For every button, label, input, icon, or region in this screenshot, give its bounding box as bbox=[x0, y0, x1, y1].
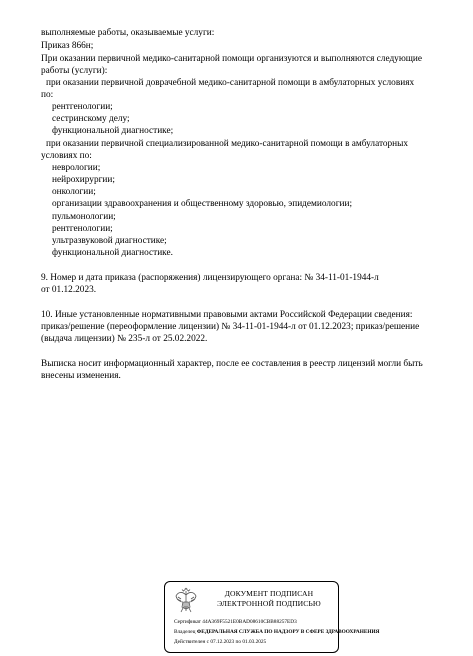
text-line: (выдача лицензии) № 235-л от 25.02.2022. bbox=[41, 334, 208, 344]
text-line: При оказании первичной медико-санитарной помощи организуются и выполняются следующие bbox=[41, 54, 423, 64]
text-line: 10. Иные установленные нормативными правовыми актами Российской Федерации сведения: bbox=[41, 310, 413, 320]
text-line: при оказании первичной специализированной медико-санитарной помощи в амбулаторных bbox=[46, 139, 409, 149]
text-line: работы (услуги): bbox=[41, 66, 108, 76]
text-line: организации здравоохранения и общественному здоровью, эпидемиологии; bbox=[52, 199, 353, 209]
certificate-label: Сертификат bbox=[174, 619, 201, 625]
text-line: 9. Номер и дата приказа (распоряжения) лицензирующего органа: № 34-11-01-1944-л bbox=[41, 273, 379, 283]
text-line: ультразвуковой диагностике; bbox=[52, 236, 167, 246]
owner-value: ФЕДЕРАЛЬНАЯ СЛУЖБА ПО НАДЗОРУ В СФЕРЕ ЗДРАВООХРАНЕНИЯ bbox=[196, 629, 380, 635]
text-line: функциональной диагностике; bbox=[52, 126, 174, 136]
text-line: выполняемые работы, оказываемые услуги: bbox=[41, 28, 215, 38]
certificate-value: 44A369F5521E0BAD08610CBB88257ED3 bbox=[202, 619, 297, 625]
text-line: от 01.12.2023. bbox=[41, 285, 97, 295]
text-line: при оказании первичной доврачебной медико-санитарной помощи в амбулаторных условиях bbox=[46, 78, 415, 88]
text-line: внесены изменения. bbox=[41, 371, 121, 381]
coat-of-arms-icon bbox=[174, 587, 198, 614]
text-line: неврологии; bbox=[52, 163, 101, 173]
signature-stamp bbox=[164, 581, 380, 653]
owner-label: Владелец bbox=[174, 629, 196, 635]
owner-line bbox=[174, 629, 379, 636]
text-line: нейрохирургии; bbox=[52, 175, 115, 185]
text-line: рентгенологии; bbox=[52, 102, 113, 112]
text-line: приказ/решение (переоформление лицензии) № 34-11-01-1944-л от 01.12.2023; приказ/решение bbox=[41, 322, 420, 332]
stamp-title bbox=[201, 589, 337, 608]
text-line: функциональной диагностике. bbox=[52, 248, 173, 258]
certificate-line bbox=[174, 619, 297, 626]
stamp-title-line: ДОКУМЕНТ ПОДПИСАН bbox=[224, 589, 314, 598]
text-line: пульмонологии; bbox=[52, 212, 116, 222]
validity-line: Действителен с 07.12.2023 по 01.03.2025 bbox=[174, 639, 267, 645]
text-line: Выписка носит информационный характер, после ее составления в реестр лицензий могли быть bbox=[41, 359, 423, 369]
text-line: по: bbox=[41, 90, 54, 100]
stamp-title-line: ЭЛЕКТРОННОЙ ПОДПИСЬЮ bbox=[217, 598, 321, 608]
text-line: условиях по: bbox=[41, 151, 92, 161]
text-line: сестринскому делу; bbox=[52, 114, 130, 124]
text-line: онкологии; bbox=[52, 187, 96, 197]
text-line: рентгенологии; bbox=[52, 224, 113, 234]
text-line: Приказ 866н; bbox=[41, 41, 94, 51]
